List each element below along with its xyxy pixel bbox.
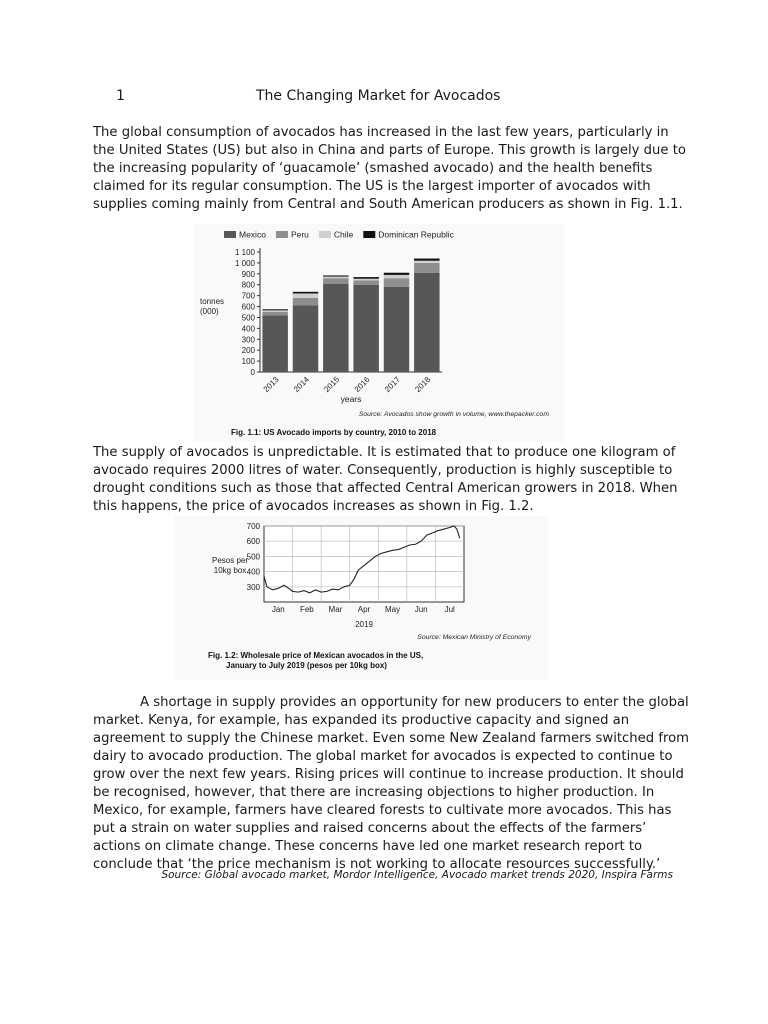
- x-tick-label-5: 2018: [413, 375, 433, 394]
- x-tick-label-0: Jan: [271, 605, 285, 614]
- y-axis-label-1: 10kg box: [213, 566, 247, 575]
- y-tick-label-0: 300: [246, 582, 260, 592]
- bar-2016-0: [353, 285, 378, 372]
- bar-2014-0: [293, 305, 318, 372]
- x-axis-label: years: [340, 394, 362, 404]
- figure-caption: Fig. 1.1: US Avocado imports by country, 2010 to 2018: [231, 428, 437, 437]
- document-title: The Changing Market for Avocados: [256, 88, 501, 104]
- legend-label-2: Chile: [333, 229, 354, 240]
- legend-label-1: Peru: [290, 229, 309, 240]
- bar-2016-1: [353, 280, 378, 284]
- bar-2018-2: [414, 261, 439, 263]
- bar-2013-3: [262, 309, 287, 310]
- x-tick-label-4: 2017: [382, 375, 402, 394]
- bar-2018-1: [414, 263, 439, 273]
- figure-1-2: [174, 516, 548, 680]
- bar-2016-2: [353, 279, 378, 281]
- bar-2015-2: [323, 277, 348, 279]
- legend-swatch-2: [319, 231, 331, 238]
- y-tick-label-1: 100: [241, 357, 255, 367]
- chart-source: Source: Mexican Ministry of Economy: [417, 634, 531, 641]
- x-tick-label-0: 2013: [261, 375, 281, 394]
- y-axis-label-1: (000): [200, 307, 219, 316]
- x-tick-label-4: May: [385, 605, 401, 614]
- legend-swatch-0: [224, 231, 236, 238]
- bar-2017-1: [384, 278, 409, 287]
- source-citation: Source: Global avocado market, Mordor Intelligence, Avocado market trends 2020, Inspira Farms: [161, 869, 673, 881]
- paragraph-shortage: [93, 694, 693, 874]
- legend-swatch-1: [276, 231, 288, 238]
- y-tick-label-4: 400: [241, 324, 255, 334]
- us-avocado-imports-chart: [194, 224, 564, 442]
- bar-2015-1: [323, 278, 348, 283]
- bar-2013-0: [262, 315, 287, 372]
- chart-source: Source: Avocados show growth in volume, www.thepacker.com: [358, 411, 549, 418]
- x-tick-label-1: Feb: [299, 605, 314, 614]
- x-tick-label-1: 2014: [291, 375, 311, 394]
- legend-label-3: Dominican Republic: [378, 229, 454, 240]
- y-tick-label-11: 1 100: [234, 248, 255, 257]
- bar-2017-2: [384, 275, 409, 278]
- y-tick-label-8: 800: [241, 280, 255, 290]
- legend-label-0: Mexico: [239, 229, 266, 240]
- x-tick-label-2: 2015: [322, 375, 342, 394]
- bar-2016-3: [353, 277, 378, 279]
- x-tick-label-3: 2016: [352, 375, 372, 394]
- plot-area: [264, 526, 464, 602]
- bar-2013-1: [262, 312, 287, 315]
- y-tick-label-4: 700: [246, 522, 260, 531]
- bar-2013-2: [262, 310, 287, 312]
- figure-1-1: [194, 224, 564, 442]
- y-tick-label-0: 0: [250, 368, 255, 377]
- paragraph-supply: The supply of avocados is unpredictable. It is estimated that to produce one kilogram of avocado requires 2000 litres of water. Consequently, production is highly susceptible to drought conditions such as those that affected Central American growers in 2018. When this happens, the price of avocados increases as shown in Fig. 1.2.: [93, 445, 678, 514]
- y-tick-label-1: 400: [246, 567, 260, 577]
- x-axis-year: 2019: [355, 620, 373, 629]
- bar-2014-2: [293, 293, 318, 297]
- figure-caption-0: Fig. 1.2: Wholesale price of Mexican avocados in the US,: [208, 651, 424, 660]
- x-tick-label-5: Jun: [414, 605, 428, 614]
- bar-2014-3: [293, 292, 318, 294]
- bar-2018-0: [414, 273, 439, 372]
- y-tick-label-2: 500: [246, 552, 260, 562]
- legend-swatch-3: [363, 231, 375, 238]
- question-number: 1: [116, 88, 125, 104]
- figure-caption-1: January to July 2019 (pesos per 10kg box): [226, 661, 387, 670]
- y-axis-label-0: Pesos per: [211, 556, 249, 565]
- y-tick-label-10: 1 000: [234, 258, 255, 268]
- wholesale-price-chart: [174, 516, 548, 680]
- bar-2014-1: [293, 298, 318, 306]
- x-tick-label-3: Apr: [357, 605, 371, 614]
- bar-2018-3: [414, 259, 439, 261]
- bar-2017-0: [384, 287, 409, 372]
- y-tick-label-2: 200: [241, 346, 255, 356]
- y-tick-label-9: 900: [241, 269, 255, 279]
- x-tick-label-2: Mar: [328, 605, 343, 614]
- y-tick-label-5: 500: [241, 313, 255, 323]
- y-tick-label-3: 300: [241, 335, 255, 345]
- paragraph-shortage-text: A shortage in supply provides an opportunity for new producers to enter the global market. Kenya, for example, has expanded its productive capacity and signed an agreement to supply the Chinese market. Even some New Zealand farmers switched from dairy to avocado production. The global market for avocados is expected to continue to grow over the next few years. Rising prices will continue to increase production. It should be recognised, however, that there are increasing objections to higher production. In Mexico, for example, farmers have cleared forests to cultivate more avocados. This has put a strain on water supplies and raised concerns about the effects of the farmers’ actions on climate change. These concerns have led one market research report to conclude that ‘the price mechanism is not working to allocate resources successfully.’: [93, 695, 690, 872]
- y-tick-label-6: 600: [241, 302, 255, 312]
- bar-2017-3: [384, 273, 409, 275]
- paragraph-intro: The global consumption of avocados has increased in the last few years, particularly in the United States (US) but also in China and parts of Europe. This growth is largely due to the increasing popularity of ‘guacamole’ (smashed avocado) and the health benefits claimed for its regular consumption. The US is the largest importer of avocados with supplies coming mainly from Central and South American producers as shown in Fig. 1.1.: [93, 125, 686, 212]
- y-tick-label-3: 600: [246, 537, 260, 547]
- bar-2015-0: [323, 284, 348, 372]
- y-tick-label-7: 700: [241, 291, 255, 301]
- y-axis-label-0: tonnes: [200, 297, 225, 306]
- x-tick-label-6: Jul: [444, 605, 455, 614]
- bar-2015-3: [323, 275, 348, 276]
